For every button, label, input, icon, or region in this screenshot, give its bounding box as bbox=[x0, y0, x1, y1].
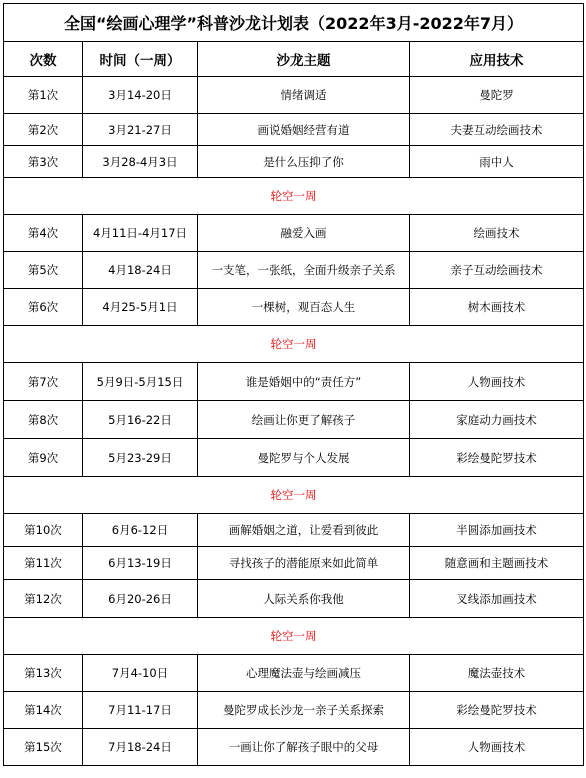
table-row bbox=[4, 363, 584, 401]
topic-cell: 一画让你了解孩子眼中的父母 bbox=[198, 729, 410, 766]
title-row bbox=[4, 4, 584, 42]
time-cell: 6月20-26日 bbox=[83, 580, 198, 618]
session-cell: 第15次 bbox=[4, 729, 83, 766]
time-cell: 4月25-5月1日 bbox=[83, 289, 198, 326]
time-cell: 6月13-19日 bbox=[83, 547, 198, 580]
session-cell: 第8次 bbox=[4, 401, 83, 439]
header-row bbox=[4, 42, 584, 77]
session-cell: 第10次 bbox=[4, 514, 83, 547]
session-cell: 第1次 bbox=[4, 77, 83, 114]
header-technique: 应用技术 bbox=[410, 42, 584, 77]
table-row bbox=[4, 692, 584, 729]
time-cell: 7月4-10日 bbox=[83, 655, 198, 692]
session-cell: 第11次 bbox=[4, 547, 83, 580]
time-cell: 3月14-20日 bbox=[83, 77, 198, 114]
table-row bbox=[4, 114, 584, 146]
table-row bbox=[4, 289, 584, 326]
time-cell: 5月23-29日 bbox=[83, 439, 198, 477]
time-cell: 3月21-27日 bbox=[83, 114, 198, 146]
time-cell: 7月18-24日 bbox=[83, 729, 198, 766]
session-cell: 第2次 bbox=[4, 114, 83, 146]
session-cell: 第14次 bbox=[4, 692, 83, 729]
technique-cell: 雨中人 bbox=[410, 146, 584, 178]
session-cell: 第5次 bbox=[4, 252, 83, 289]
time-cell: 7月11-17日 bbox=[83, 692, 198, 729]
time-cell: 4月18-24日 bbox=[83, 252, 198, 289]
topic-cell: 谁是婚姻中的“责任方” bbox=[198, 363, 410, 401]
schedule-sheet bbox=[3, 3, 583, 775]
session-cell: 第6次 bbox=[4, 289, 83, 326]
technique-cell: 彩绘曼陀罗技术 bbox=[410, 439, 584, 477]
schedule-table bbox=[3, 3, 584, 766]
technique-cell: 半圆添加画技术 bbox=[410, 514, 584, 547]
topic-cell: 寻找孩子的潜能原来如此简单 bbox=[198, 547, 410, 580]
table-row bbox=[4, 401, 584, 439]
time-cell: 5月16-22日 bbox=[83, 401, 198, 439]
break-row bbox=[4, 477, 584, 514]
topic-cell: 情绪调适 bbox=[198, 77, 410, 114]
session-cell: 第9次 bbox=[4, 439, 83, 477]
table-row bbox=[4, 146, 584, 178]
session-cell: 第7次 bbox=[4, 363, 83, 401]
technique-cell: 叉线添加画技术 bbox=[410, 580, 584, 618]
topic-cell: 人际关系你我他 bbox=[198, 580, 410, 618]
break-label: 轮空一周 bbox=[4, 477, 584, 514]
table-row bbox=[4, 580, 584, 618]
header-time: 时间（一周） bbox=[83, 42, 198, 77]
topic-cell: 一棵树，观百态人生 bbox=[198, 289, 410, 326]
topic-cell: 曼陀罗与个人发展 bbox=[198, 439, 410, 477]
technique-cell: 亲子互动绘画技术 bbox=[410, 252, 584, 289]
break-label: 轮空一周 bbox=[4, 178, 584, 215]
session-cell: 第13次 bbox=[4, 655, 83, 692]
table-title: 全国“绘画心理学”科普沙龙计划表（2022年3月-2022年7月） bbox=[4, 4, 584, 42]
topic-cell: 画说婚姻经营有道 bbox=[198, 114, 410, 146]
header-session: 次数 bbox=[4, 42, 83, 77]
table-row bbox=[4, 77, 584, 114]
table-row bbox=[4, 547, 584, 580]
table-row bbox=[4, 514, 584, 547]
break-label: 轮空一周 bbox=[4, 326, 584, 363]
technique-cell: 随意画和主题画技术 bbox=[410, 547, 584, 580]
technique-cell: 家庭动力画技术 bbox=[410, 401, 584, 439]
header-topic: 沙龙主题 bbox=[198, 42, 410, 77]
break-row bbox=[4, 178, 584, 215]
table-row bbox=[4, 252, 584, 289]
technique-cell: 绘画技术 bbox=[410, 215, 584, 252]
table-row bbox=[4, 439, 584, 477]
topic-cell: 绘画让你更了解孩子 bbox=[198, 401, 410, 439]
topic-cell: 一支笔，一张纸，全面升级亲子关系 bbox=[198, 252, 410, 289]
time-cell: 4月11日-4月17日 bbox=[83, 215, 198, 252]
time-cell: 5月9日-5月15日 bbox=[83, 363, 198, 401]
session-cell: 第12次 bbox=[4, 580, 83, 618]
topic-cell: 心理魔法壶与绘画减压 bbox=[198, 655, 410, 692]
technique-cell: 彩绘曼陀罗技术 bbox=[410, 692, 584, 729]
time-cell: 6月6-12日 bbox=[83, 514, 198, 547]
technique-cell: 人物画技术 bbox=[410, 363, 584, 401]
topic-cell: 曼陀罗成长沙龙一亲子关系探索 bbox=[198, 692, 410, 729]
technique-cell: 夫妻互动绘画技术 bbox=[410, 114, 584, 146]
technique-cell: 人物画技术 bbox=[410, 729, 584, 766]
table-row bbox=[4, 215, 584, 252]
technique-cell: 曼陀罗 bbox=[410, 77, 584, 114]
technique-cell: 树木画技术 bbox=[410, 289, 584, 326]
session-cell: 第4次 bbox=[4, 215, 83, 252]
table-row bbox=[4, 655, 584, 692]
table-row bbox=[4, 729, 584, 766]
technique-cell: 魔法壶技术 bbox=[410, 655, 584, 692]
topic-cell: 是什么压抑了你 bbox=[198, 146, 410, 178]
time-cell: 3月28-4月3日 bbox=[83, 146, 198, 178]
session-cell: 第3次 bbox=[4, 146, 83, 178]
break-row bbox=[4, 326, 584, 363]
break-row bbox=[4, 618, 584, 655]
topic-cell: 融爱入画 bbox=[198, 215, 410, 252]
topic-cell: 画解婚姻之道，让爱看到彼此 bbox=[198, 514, 410, 547]
break-label: 轮空一周 bbox=[4, 618, 584, 655]
